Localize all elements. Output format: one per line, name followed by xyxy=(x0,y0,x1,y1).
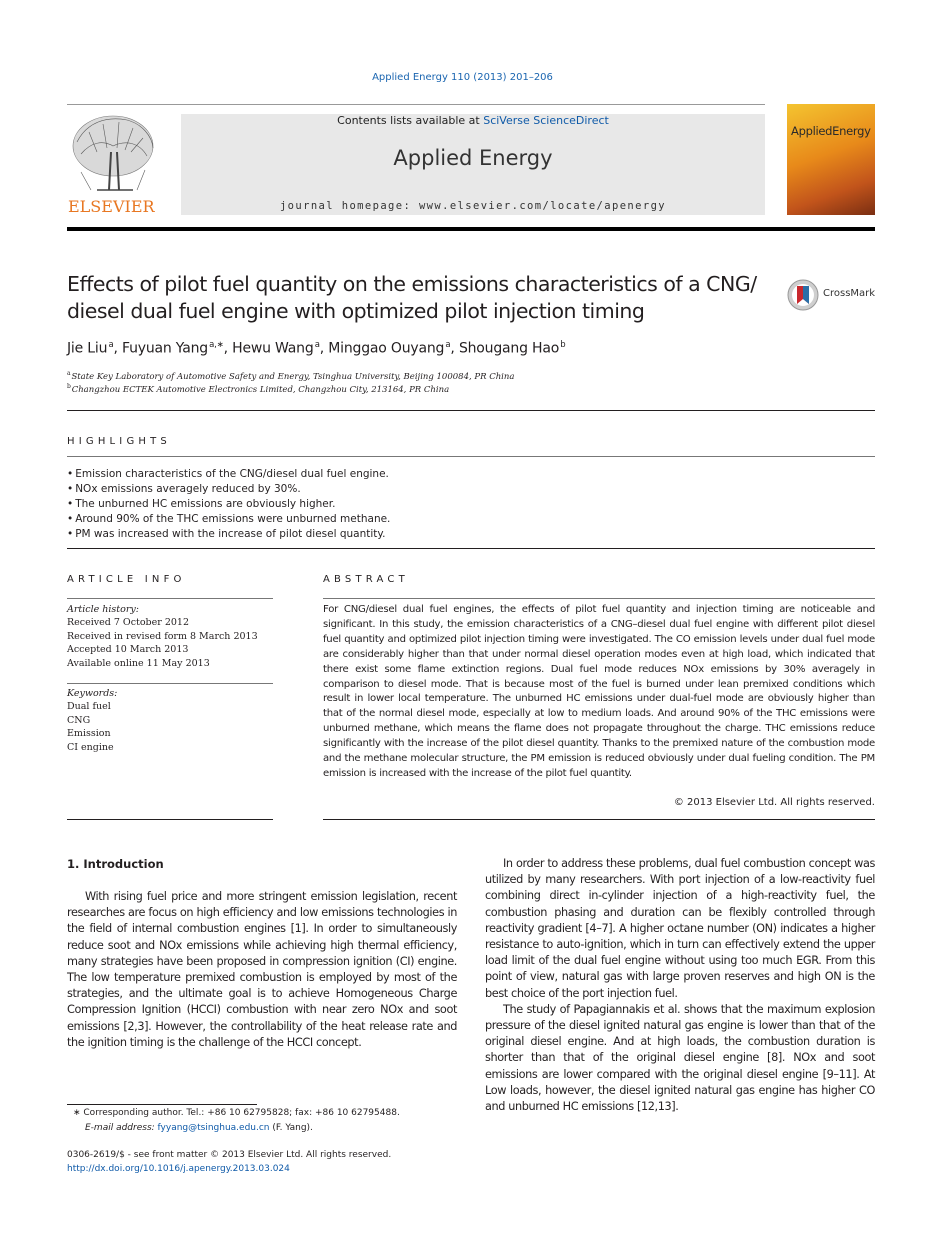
affiliation-text: Changzhou ECTEK Automotive Electronics Limited, Changzhou City, 213164, PR China xyxy=(71,384,450,395)
affiliation xyxy=(67,370,514,382)
header-top-rule xyxy=(67,104,765,105)
abstract-rule xyxy=(323,598,875,599)
contents-line xyxy=(181,114,765,127)
elsevier-tree-icon xyxy=(67,112,160,216)
doi-link[interactable]: http://dx.doi.org/10.1016/j.apenergy.2013.03.024 xyxy=(67,1163,290,1174)
elsevier-logo[interactable] xyxy=(67,112,160,216)
intro-right-column xyxy=(485,856,875,1115)
cover-title: AppliedEnergy xyxy=(791,124,871,138)
author[interactable]: Jie Liu xyxy=(67,340,108,357)
elsevier-wordmark: ELSEVIER xyxy=(68,197,155,216)
author-affiliation-marker[interactable]: a xyxy=(108,340,114,350)
crossmark-badge[interactable] xyxy=(787,279,875,311)
highlight-item: • The unburned HC emissions are obviously higher. xyxy=(67,497,390,512)
highlights-list xyxy=(67,467,390,542)
affiliation-marker: b xyxy=(67,383,71,390)
keywords-rule xyxy=(67,683,273,684)
highlights-bottom-rule xyxy=(67,548,875,549)
email-suffix: (F. Yang). xyxy=(269,1123,313,1133)
abstract-bottom-rule xyxy=(323,819,875,820)
footnote-rule xyxy=(67,1104,257,1105)
intro-left-column xyxy=(67,889,457,1051)
article-history xyxy=(67,603,273,670)
corresponding-author-note: ∗ Corresponding author. Tel.: +86 10 62795828; fax: +86 10 62795488. xyxy=(73,1108,400,1118)
keywords-block xyxy=(67,687,273,754)
journal-title: Applied Energy xyxy=(393,146,553,170)
author-list: Jie Liu $^a$, Fuyuan Yang $^{a,∗}$, Hewu Wang $^a$, Minggao Ouyang $^a$, Shougang Hao $^b$ xyxy=(67,340,566,357)
author[interactable]: Fuyuan Yang xyxy=(121,340,208,357)
email-link[interactable]: fyyang@tsinghua.edu.cn xyxy=(157,1123,270,1133)
keyword[interactable]: CNG xyxy=(67,714,91,726)
highlight-item: • Emission characteristics of the CNG/diesel dual fuel engine. xyxy=(67,467,390,482)
article-info-heading: ARTICLE INFO xyxy=(67,574,186,585)
affiliations-divider xyxy=(67,410,875,411)
affiliation xyxy=(67,383,449,395)
highlight-item: • PM was increased with the increase of pilot diesel quantity. xyxy=(67,527,390,542)
email-label: E-mail address: xyxy=(85,1123,158,1133)
journal-homepage[interactable]: journal homepage: www.elsevier.com/locate/apenergy xyxy=(279,200,667,212)
author[interactable]: Minggao Ouyang xyxy=(328,340,445,357)
email-note xyxy=(67,1121,477,1136)
section-heading-introduction: 1. Introduction xyxy=(67,857,164,871)
intro-paragraph: In order to address these problems, dual fuel combustion concept was utilized by many researchers. With port injection of a low-reactivity fuel combining direct in-cylinder injection of a high-reactivity fuel, the combustion phasing and duration can be flexibly controlled through reactivity gradient [4–7]. A higher octane number (ON) indicates a higher resistance to auto-ignition, which in turn can effectively extend the upper load limit of the dual fuel engine without using too much EGR. From this point of view, natural gas with large proven reserves and high ON is the best choice of the port injection fuel. xyxy=(485,857,875,1000)
affiliation-text: State Key Laboratory of Automotive Safety and Energy, Tsinghua University, Beijing 100084, PR China xyxy=(71,371,515,382)
abstract-heading: ABSTRACT xyxy=(323,574,409,585)
author-affiliation-marker[interactable]: a xyxy=(314,340,320,350)
author[interactable]: Shougang Hao xyxy=(458,340,560,357)
abstract-text: For CNG/diesel dual fuel engines, the effects of pilot fuel quantity and injection timing are noticeable and significant. In this study, the emission characteristics of a CNG–diesel dual fuel engine with different pilot diesel fuel quantity and optimized pilot injection timing were investigated. The CO emission levels under dual fuel mode are considerably higher than that under normal diesel operation modes even at high load, which indicated that there exist some flame extinction regions. Dual fuel mode reduces NOx emissions by 30% averagely in comparison to diesel mode. That is because most of the fuel is burned under lean premixed conditions which result in lower local temperature. The unburned HC emissions under dual-fuel mode are obviously higher than that of the normal diesel mode, especially at low to medium loads. And around 90% of the THC emissions were unburned methane, which means the flame does not propagate throughout the charge. THC emissions reduce significantly with the increase of the pilot diesel quantity. Thanks to the premixed nature of the combustion mode and the methane molecular structure, the PM emission is reduced obviously under dual fueling condition. The PM emission is increased with the increase of the pilot fuel quantity. xyxy=(323,604,875,779)
history-accepted: Accepted 10 March 2013 xyxy=(67,644,189,656)
article-info-bottom-rule xyxy=(67,819,273,820)
crossmark-icon xyxy=(787,279,819,311)
front-matter-info xyxy=(67,1149,391,1176)
author-affiliation-marker[interactable]: b xyxy=(560,340,566,350)
keyword[interactable]: Dual fuel xyxy=(67,701,111,713)
journal-reference[interactable]: Applied Energy 110 (2013) 201–206 xyxy=(372,72,553,83)
header-divider xyxy=(67,227,875,231)
contents-prefix: Contents lists available at xyxy=(337,114,484,127)
keyword[interactable]: CI engine xyxy=(67,741,114,753)
keywords-label: Keywords: xyxy=(67,688,118,699)
crossmark-label: CrossMark xyxy=(823,288,876,299)
affiliation-marker: a xyxy=(67,370,71,377)
intro-paragraph: With rising fuel price and more stringent emission legislation, recent researches are focus on high efficiency and low emissions technologies in the field of internal combustion engines [1]. In order to simultaneously reduce soot and NOx emissions while achieving high thermal efficiency, many strategies have been proposed in compression ignition (CI) engine. The low temperature premixed combustion is employed by most of the strategies, and the ultimate goal is to achieve Homogeneous Charge Compression Ignition (HCCI) combustion with near zero NOx and soot emissions [2,3]. However, the controllability of the heat release rate and the ignition timing is the challenge of the HCCI concept. xyxy=(67,890,457,1049)
journal-cover-thumbnail[interactable] xyxy=(787,104,875,215)
abstract-copyright: © 2013 Elsevier Ltd. All rights reserved. xyxy=(673,797,875,808)
article-title: Effects of pilot fuel quantity on the emissions characteristics of a CNG/ diesel dual fuel engine with optimized pilot injection timing xyxy=(67,272,757,323)
author-affiliation-marker[interactable]: a xyxy=(445,340,451,350)
article-info-rule xyxy=(67,598,273,599)
history-online: Available online 11 May 2013 xyxy=(67,657,210,669)
intro-paragraph: The study of Papagiannakis et al. shows that the maximum explosion pressure of the diesel ignited natural gas engine is lower than that of the original diesel engine. And at high loads, the combustion duration is shorter than that of the original diesel engine [8]. NOx and soot emissions are lower compared with the original diesel engine [9–11]. At Low loads, however, the diesel ignited natural gas engine has higher CO and unburned HC emissions [12,13]. xyxy=(485,1002,875,1114)
issn-line: 0306-2619/$ - see front matter © 2013 Elsevier Ltd. All rights reserved. xyxy=(67,1150,392,1160)
highlights-heading: HIGHLIGHTS xyxy=(67,436,171,447)
keyword[interactable]: Emission xyxy=(67,728,111,740)
sciencedirect-link[interactable]: SciVerse ScienceDirect xyxy=(483,114,609,127)
highlight-item: • NOx emissions averagely reduced by 30%. xyxy=(67,482,390,497)
author-affiliation-marker[interactable]: a,∗ xyxy=(209,340,224,350)
author[interactable]: Hewu Wang xyxy=(232,340,314,357)
article-history-label: Article history: xyxy=(67,604,139,615)
highlights-top-rule xyxy=(67,456,875,457)
highlight-item: • Around 90% of the THC emissions were unburned methane. xyxy=(67,512,390,527)
history-revised: Received in revised form 8 March 2013 xyxy=(67,630,258,642)
history-received: Received 7 October 2012 xyxy=(67,617,189,629)
